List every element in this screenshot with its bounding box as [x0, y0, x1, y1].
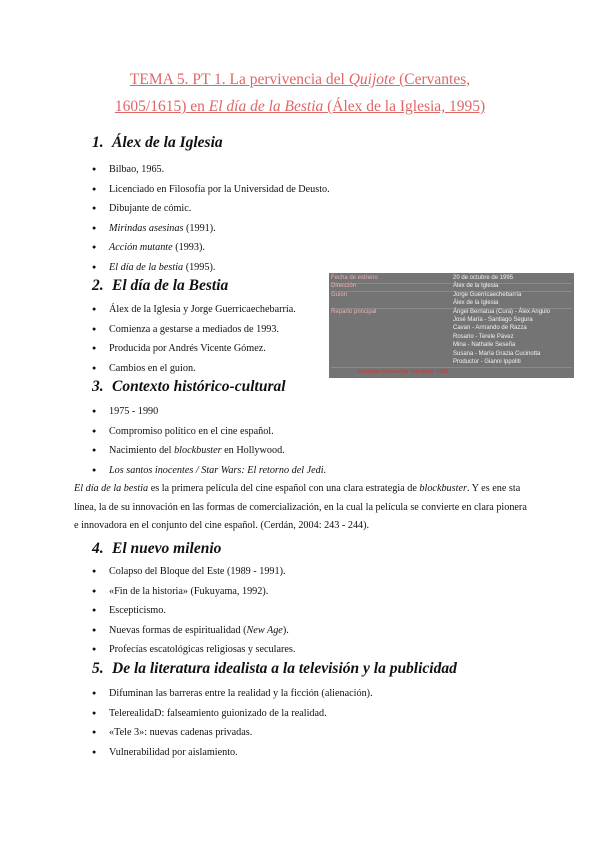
section-heading-2 — [92, 277, 228, 295]
list-item: ● «Tele 3»: nuevas cadenas privadas. — [92, 723, 532, 743]
title-text: (Álex de la Iglesia, 1995) — [323, 98, 486, 115]
card-row — [331, 309, 572, 317]
title-text: (Cervantes, — [395, 71, 471, 88]
list-item: ● Colapso del Bloque del Este (1989 - 1991). — [92, 562, 532, 582]
section-heading-1 — [92, 134, 223, 152]
section-4-list — [92, 562, 532, 660]
section-5-list — [92, 684, 532, 762]
card-row-label: Dirección — [331, 283, 357, 290]
section-number: 5. — [92, 660, 104, 677]
section-number: 2. — [92, 277, 104, 294]
card-row-value: Ángel Berriatua (Cura) - Álex Angulo — [453, 308, 551, 315]
production-logo-text: Sociedad General de Televisión 1995 — [357, 369, 449, 375]
list-item: ● TelerealidaD: falseamiento guionizado de la realidad. — [92, 704, 532, 724]
list-item: ● Escepticismo. — [92, 601, 532, 621]
section-3-list — [92, 402, 532, 480]
section-number: 1. — [92, 134, 104, 151]
section-title: El día de la Bestia — [112, 277, 229, 294]
card-row-value: Jorge Guerricaechebarría — [453, 291, 522, 298]
card-row-label: Reparto principal — [331, 308, 377, 315]
section-heading-4 — [92, 540, 221, 558]
card-row-value: Susana - María Grazia Cucinotta — [453, 350, 541, 357]
card-row-value: Productor - Gianni Ippoliti — [453, 359, 521, 365]
title-text: TEMA 5. PT 1. La pervivencia del — [129, 71, 349, 88]
card-row-label: Guion — [331, 291, 348, 298]
card-row-value: Álex de la Iglesia — [453, 283, 499, 290]
section-number: 4. — [92, 540, 104, 557]
list-item: ● «Fin de la historia» (Fukuyama, 1992). — [92, 582, 532, 602]
card-row — [331, 317, 572, 325]
film-info-card — [329, 273, 574, 378]
card-row-value: Rosario - Terele Pávez — [453, 333, 514, 340]
list-item: ● Nuevas formas de espiritualidad (New Age). — [92, 621, 532, 641]
list-item: ● Compromiso político en el cine español. — [92, 422, 532, 442]
section-number: 3. — [92, 378, 104, 395]
section-heading-5 — [92, 660, 457, 678]
list-item: ● Mirindas asesinas (1991). — [92, 219, 332, 239]
title-text: 1605/1615) en — [114, 98, 209, 115]
card-row — [331, 342, 572, 350]
list-item: ● Comienza a gestarse a mediados de 1993. — [92, 320, 332, 340]
card-row-label: Fecha de estreno — [331, 275, 378, 281]
list-item: ● Bilbao, 1965. — [92, 160, 332, 180]
list-item: ● 1975 - 1990 — [92, 402, 532, 422]
list-item: ● Los santos inocentes / Star Wars: El retorno del Jedi. — [92, 461, 532, 481]
section-title: Contexto histórico-cultural — [112, 378, 286, 395]
list-item: ● El día de la bestia (1995). — [92, 258, 332, 278]
card-row — [331, 325, 572, 333]
card-row-value: Mina - Nathalie Seseña — [453, 342, 516, 349]
section-title: De la literatura idealista a la televisión y la publicidad — [112, 660, 457, 677]
card-row — [331, 359, 572, 368]
card-row-value: 20 de octubre de 1995 — [453, 275, 514, 281]
card-row-value: José María - Santiago Segura — [453, 317, 533, 323]
section-title: Álex de la Iglesia — [112, 134, 223, 151]
list-item: ● Dibujante de cómic. — [92, 199, 332, 219]
document-title — [60, 66, 540, 120]
section-heading-3 — [92, 378, 286, 396]
list-item: ● Profecías escatológicas religiosas y seculares. — [92, 640, 532, 660]
card-row — [331, 351, 572, 359]
section-1-list — [92, 160, 332, 277]
card-row — [331, 292, 572, 300]
list-item: ● Cambios en el guion. — [92, 359, 332, 379]
title-italic-film: El día de la Bestia — [208, 98, 324, 115]
list-item: ● Licenciado en Filosofía por la Universidad de Deusto. — [92, 180, 332, 200]
card-row-value: Álex de la Iglesia — [453, 300, 499, 307]
list-item: ● Álex de la Iglesia y Jorge Guerricaechebarría. — [92, 300, 332, 320]
body-paragraph: El día de la bestia es la primera película del cine español con una clara estrategia de blockbuster. Y es ene sta línea, la de su innovación en las formas de comercialización, en la cual la película se convierte en clara pionera e innovadora en el conjunto del cine español. (Cerdán, 2004: 243 - 244). — [74, 483, 527, 531]
list-item: ● Producida por Andrés Vicente Gómez. — [92, 339, 332, 359]
section-title: El nuevo milenio — [112, 540, 222, 557]
list-item: ● Nacimiento del blockbuster en Hollywood. — [92, 441, 532, 461]
list-item: ● Difuminan las barreras entre la realidad y la ficción (alienación). — [92, 684, 532, 704]
card-row — [331, 334, 572, 342]
title-italic-quijote: Quijote — [348, 71, 396, 88]
section-2-list — [92, 300, 332, 378]
list-item: ● Vulnerabilidad por aislamiento. — [92, 743, 532, 763]
list-item: ● Acción mutante (1993). — [92, 238, 332, 258]
card-row-value: Cavan - Armando de Razza — [453, 325, 527, 332]
